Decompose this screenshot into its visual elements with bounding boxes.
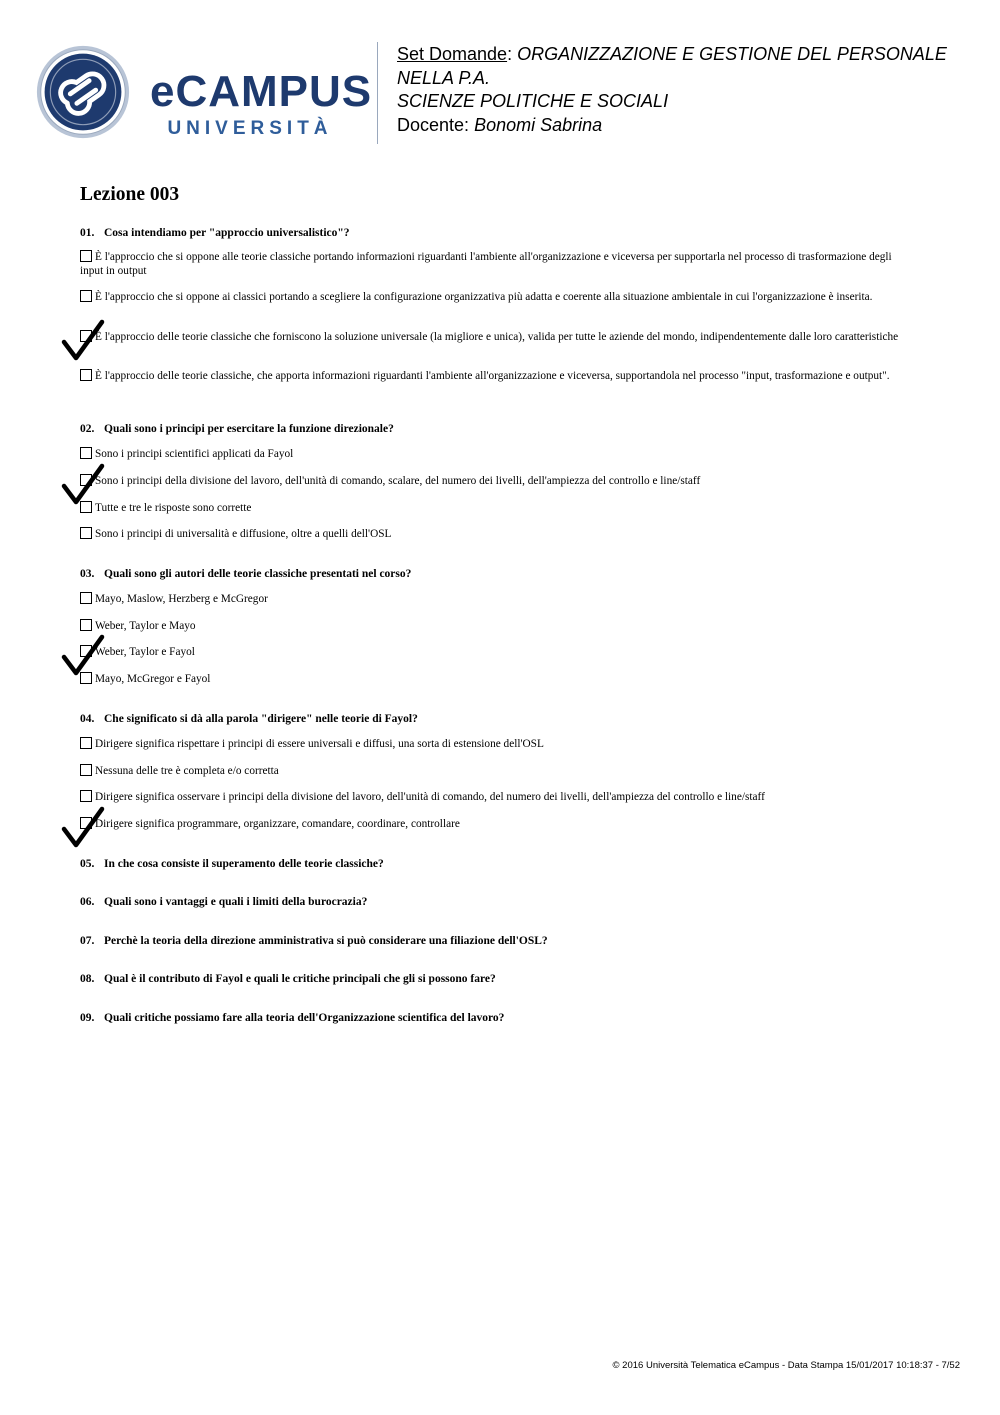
answer-text: Tutte e tre le risposte sono corrette: [95, 502, 252, 514]
answer-option: [80, 330, 915, 344]
answer-checkbox[interactable]: [80, 447, 92, 459]
checkmark-icon: [60, 462, 108, 506]
teacher-label: Docente:: [397, 114, 470, 135]
checkmark-icon: [60, 318, 108, 362]
course-title: ORGANIZZAZIONE E GESTIONE DEL PERSONALE NELLA P.A.: [397, 44, 947, 88]
page-header: [0, 0, 1000, 160]
page-footer: © 2016 Università Telematica eCampus - Data Stampa 15/01/2017 10:18:37 - 7/52: [612, 1360, 960, 1371]
answer-text: Sono i principi della divisione del lavoro, dell'unità di comando, scalare, del numero dei livelli, dell'ampiezza del controllo e line/staff: [95, 475, 701, 487]
answer-option: [80, 290, 915, 304]
question-text: Cosa intendiamo per "approccio universalistico"?: [104, 227, 350, 239]
question-number: 08.: [80, 973, 95, 985]
answer-option: [80, 474, 915, 488]
question-text: Quali sono i vantaggi e quali i limiti della burocrazia?: [104, 896, 368, 908]
question-8: [80, 972, 920, 986]
answer-text: Sono i principi scientifici applicati da Fayol: [95, 448, 294, 460]
answer-checkbox[interactable]: [80, 527, 92, 539]
answer-checkbox[interactable]: [80, 369, 92, 381]
answer-option: [80, 250, 915, 278]
question-2: [80, 422, 920, 436]
answer-option: [80, 737, 915, 751]
answer-option: [80, 501, 915, 515]
answer-option: [80, 592, 915, 606]
question-number: 05.: [80, 858, 95, 870]
answer-text: È l'approccio che si oppone alle teorie classiche portando informazioni riguardanti l'ambiente all'organizzazione e viceversa per supportarla nel processo di trasformazione degli input in output: [80, 251, 892, 278]
answer-checkbox[interactable]: [80, 764, 92, 776]
answer-option: [80, 817, 915, 831]
answer-checkbox[interactable]: [80, 250, 92, 262]
header-info: Set Domande: ORGANIZZAZIONE E GESTIONE DEL PERSONALE NELLA P.A. SCIENZE POLITICHE E SOCIALI Docente: Bonomi Sabrina: [397, 44, 947, 135]
answer-text: Dirigere significa rispettare i principi di essere universali e diffusi, una sorta di estensione dell'OSL: [95, 738, 544, 750]
answer-text: È l'approccio delle teorie classiche, che apporta informazioni riguardanti l'ambiente all'organizzazione e viceversa, supportandola nel processo "input, trasformazione e output".: [95, 370, 890, 382]
question-number: 09.: [80, 1012, 95, 1024]
answer-text: Sono i principi di universalità e diffusione, oltre a quelli dell'OSL: [95, 528, 392, 540]
teacher-name: Bonomi Sabrina: [474, 114, 603, 135]
question-text: In che cosa consiste il superamento delle teorie classiche?: [104, 858, 384, 870]
answer-option: [80, 619, 915, 633]
question-5: [80, 857, 920, 871]
logo-text: eCAMPUS: [150, 67, 373, 116]
question-7: [80, 934, 920, 948]
question-3: [80, 567, 920, 581]
answer-text: Nessuna delle tre è completa e/o corretta: [95, 765, 279, 777]
answer-text: Mayo, McGregor e Fayol: [95, 673, 211, 685]
question-number: 01.: [80, 227, 95, 239]
answer-option: [80, 645, 915, 659]
answer-text: Dirigere significa programmare, organizzare, comandare, coordinare, controllare: [95, 818, 460, 830]
answer-text: Weber, Taylor e Mayo: [95, 620, 196, 632]
ecampus-logo-wordmark: [150, 67, 373, 140]
header-divider: [377, 42, 378, 144]
question-6: [80, 895, 920, 909]
question-4: [80, 712, 920, 726]
answer-text: Mayo, Maslow, Herzberg e McGregor: [95, 593, 268, 605]
question-text: Perchè la teoria della direzione amministrativa si può considerare una filiazione dell'OSL?: [104, 935, 548, 947]
question-number: 06.: [80, 896, 95, 908]
answer-option: [80, 447, 915, 461]
checkmark-icon: [60, 805, 108, 849]
answer-checkbox[interactable]: [80, 790, 92, 802]
answer-checkbox[interactable]: [80, 290, 92, 302]
question-number: 07.: [80, 935, 95, 947]
ecampus-logo-emblem-icon: [35, 44, 131, 140]
question-number: 04.: [80, 713, 95, 725]
question-number: 03.: [80, 568, 95, 580]
set-label: Set Domande: [397, 44, 508, 64]
answer-text: È l'approccio che si oppone ai classici portando a scegliere la configurazione organizzativa più adatta e coerente alla situazione ambientale in cui l'organizzazione è inserita.: [95, 291, 873, 303]
lesson-title: Lezione 003: [80, 184, 180, 205]
question-1: [80, 226, 920, 240]
question-text: Che significato si dà alla parola "dirigere" nelle teorie di Fayol?: [104, 713, 418, 725]
answer-checkbox[interactable]: [80, 592, 92, 604]
answer-option: [80, 369, 915, 383]
checkmark-icon: [60, 633, 108, 677]
question-number: 02.: [80, 423, 95, 435]
question-text: Quali sono gli autori delle teorie classiche presentati nel corso?: [104, 568, 412, 580]
answer-option: [80, 672, 915, 686]
answer-text: È l'approccio delle teorie classiche che forniscono la soluzione universale (la migliore e unica), valida per tutte le aziende del mondo, indipendentemente dalle loro caratteristiche: [95, 331, 899, 343]
faculty-name: SCIENZE POLITICHE E SOCIALI: [397, 91, 669, 111]
logo-subtext: UNIVERSITÀ: [167, 118, 333, 139]
question-text: Quali sono i principi per esercitare la funzione direzionale?: [104, 423, 394, 435]
question-text: Qual è il contributo di Fayol e quali le critiche principali che gli si possono fare?: [104, 973, 496, 985]
question-text: Quali critiche possiamo fare alla teoria dell'Organizzazione scientifica del lavoro?: [104, 1012, 505, 1024]
question-9: [80, 1011, 920, 1025]
answer-text: Weber, Taylor e Fayol: [95, 646, 195, 658]
answer-checkbox[interactable]: [80, 501, 92, 513]
answer-text: Dirigere significa osservare i principi della divisione del lavoro, dell'unità di comando, del numero dei livelli, dell'ampiezza del controllo e line/staff: [95, 791, 765, 803]
answer-option: [80, 790, 915, 804]
answer-checkbox[interactable]: [80, 619, 92, 631]
answer-option: [80, 764, 915, 778]
answer-checkbox[interactable]: [80, 737, 92, 749]
answer-checkbox[interactable]: [80, 672, 92, 684]
answer-option: [80, 527, 915, 541]
